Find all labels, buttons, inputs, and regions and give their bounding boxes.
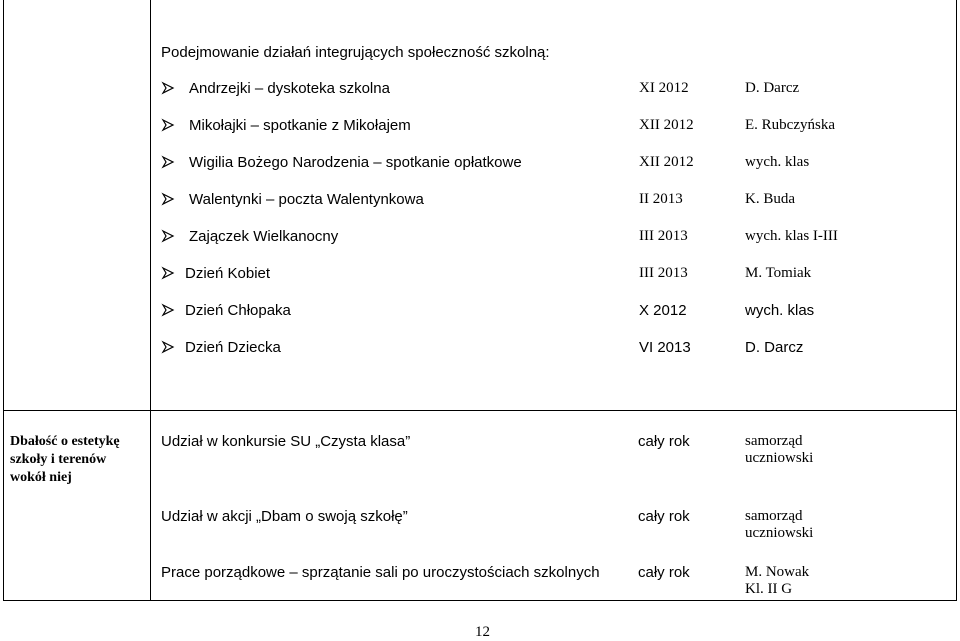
event-date: VI 2013	[639, 339, 691, 356]
arrow-bullet-icon	[161, 340, 175, 354]
task-responsible: samorząd	[745, 508, 803, 524]
arrow-bullet-icon	[161, 192, 175, 206]
arrow-bullet-icon	[161, 303, 175, 317]
event-date: III 2013	[639, 265, 688, 281]
task-time: cały rok	[638, 564, 690, 581]
task-responsible: Kl. II G	[745, 581, 793, 597]
table-border-left	[3, 0, 4, 601]
task-text: Prace porządkowe – sprzątanie sali po uroczystościach szkolnych	[161, 564, 600, 581]
event-name: Walentynki – poczta Walentynkowa	[189, 191, 424, 208]
task-text: Udział w akcji „Dbam o swoją szkołę”	[161, 508, 408, 525]
event-name: Andrzejki – dyskoteka szkolna	[189, 80, 390, 97]
event-date: XII 2012	[639, 154, 694, 170]
event-person: K. Buda	[745, 191, 795, 207]
task-time: cały rok	[638, 433, 690, 450]
page-number: 12	[475, 624, 490, 640]
arrow-bullet-icon	[161, 266, 175, 280]
event-name: Dzień Kobiet	[185, 265, 271, 282]
arrow-bullet-icon	[161, 81, 175, 95]
event-name: Dzień Chłopaka	[185, 302, 291, 319]
event-person: wych. klas I-III	[745, 228, 838, 244]
task-time: cały rok	[638, 508, 690, 525]
event-person: M. Tomiak	[745, 265, 812, 281]
table-border-bottom	[3, 600, 956, 601]
section-heading-line: Dbałość o estetykę	[10, 434, 120, 449]
arrow-bullet-icon	[161, 155, 175, 169]
task-responsible: M. Nowak	[745, 564, 810, 580]
section-heading-line: wokół niej	[10, 470, 72, 485]
event-name: Dzień Dziecka	[185, 339, 281, 356]
event-person: D. Darcz	[745, 339, 804, 356]
event-person: wych. klas	[745, 154, 810, 170]
table-border-divider	[150, 0, 151, 601]
task-text: Udział w konkursie SU „Czysta klasa”	[161, 433, 411, 450]
event-date: XI 2012	[639, 80, 689, 96]
event-date: II 2013	[639, 191, 683, 207]
section-divider	[3, 410, 956, 411]
task-responsible: samorząd	[745, 433, 803, 449]
table-border-right	[956, 0, 957, 601]
arrow-bullet-icon	[161, 118, 175, 132]
event-date: XII 2012	[639, 117, 694, 133]
event-date: III 2013	[639, 228, 688, 244]
section-heading-line: szkoły i terenów	[10, 452, 107, 467]
event-person: wych. klas	[745, 302, 815, 319]
intro-text: Podejmowanie działań integrujących społeczność szkolną:	[161, 44, 550, 61]
event-name: Zajączek Wielkanocny	[189, 228, 339, 245]
task-responsible: uczniowski	[745, 525, 814, 541]
task-responsible: uczniowski	[745, 450, 814, 466]
event-name: Mikołajki – spotkanie z Mikołajem	[189, 117, 411, 134]
event-date: X 2012	[639, 302, 687, 319]
arrow-bullet-icon	[161, 229, 175, 243]
event-person: E. Rubczyńska	[745, 117, 835, 133]
event-name: Wigilia Bożego Narodzenia – spotkanie opłatkowe	[189, 154, 522, 171]
event-person: D. Darcz	[745, 80, 800, 96]
